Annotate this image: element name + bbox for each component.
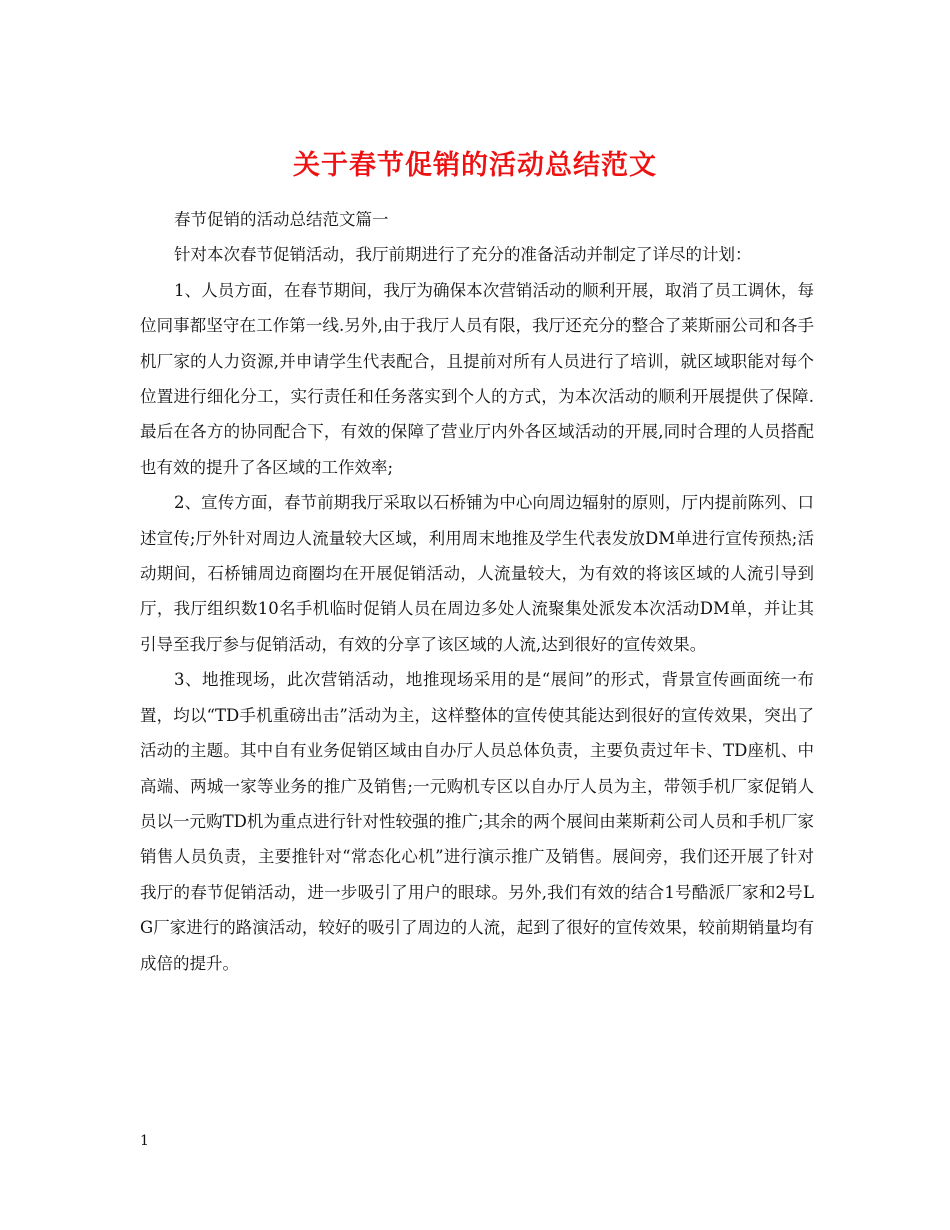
onsite-paragraph: 3、地推现场，此次营销活动，地推现场采用的是“展间”的形式，背景宣传画面统一布置，均以“TD手机重磅出击”活动为主，这样整体的宣传使其能达到很好的宣传效果，突出了活动的主题。其中自有业务促销区域由自办厅人员总体负责，主要负责过年卡、TD座机、中高端、两城一家等业务的推广及销售;一元购机专区以自办厅人员为主，带领手机厂家促销人员以一元购TD机为重点进行针对性较强的推广;其余的两个展间由莱斯莉公司人员和手机厂家销售人员负责，主要推针对“常态化心机”进行演示推广及销售。展间旁，我们还开展了针对我厅的春节促销活动，进一步吸引了用户的眼球。另外,我们有效的结合1号酷派厂家和2号LG厂家进行的路演活动，较好的吸引了周边的人流，起到了很好的宣传效果，较前期销量均有成倍的提升。	[140, 670, 814, 973]
document-title: 关于春节促销的活动总结范文	[293, 150, 657, 182]
promotion-paragraph: 2、宣传方面，春节前期我厅采取以石桥铺为中心向周边辐射的原则，厅内提前陈列、口述宣传;厅外针对周边人流量较大区域，利用周末地推及学生代表发放DM单进行宣传预热;活动期间，石桥铺周边商圈均在开展促销活动，人流量较大，为有效的将该区域的人流引导到厅，我厅组织数10名手机临时促销人员在周边多处人流聚集处派发本次活动DM单，并让其引导至我厅参与促销活动，有效的分享了该区域的人流,达到很好的宣传效果。	[140, 493, 814, 654]
intro-paragraph: 针对本次春节促销活动，我厅前期进行了充分的准备活动并制定了详尽的计划：	[174, 245, 752, 265]
staffing-paragraph: 1、人员方面，在春节期间，我厅为确保本次营销活动的顺利开展，取消了员工调休，每位同事都坚守在工作第一线.另外,由于我厅人员有限，我厅还充分的整合了莱斯丽公司和各手机厂家的人力资源,并申请学生代表配合，且提前对所有人员进行了培训，就区域职能对每个位置进行细化分工，实行责任和任务落实到个人的方式，为本次活动的顺利开展提供了保障.最后在各方的协同配合下，有效的保障了营业厅内外各区域活动的开展,同时合理的人员搭配也有效的提升了各区域的工作效率;	[140, 280, 814, 477]
section-heading: 春节促销的活动总结范文篇一	[174, 210, 389, 229]
document-body	[140, 202, 814, 981]
page-number: 1	[140, 1133, 149, 1149]
